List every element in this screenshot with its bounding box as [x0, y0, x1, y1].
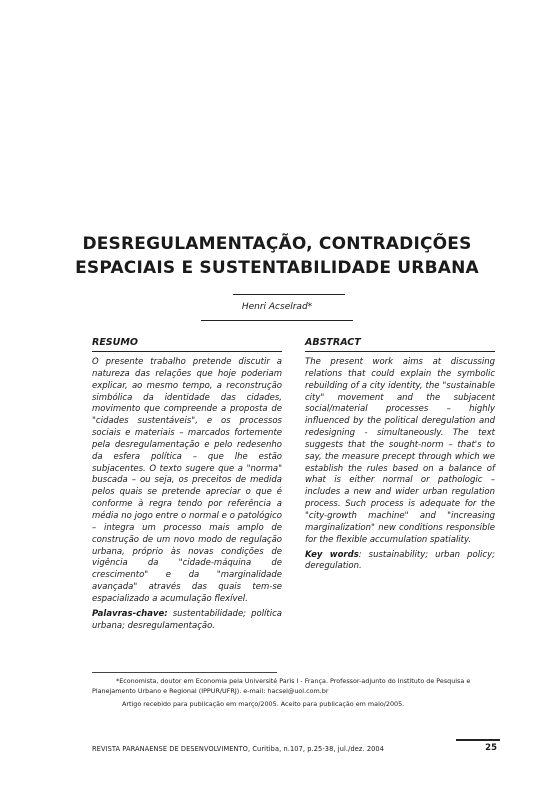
abstract-heading: ABSTRACT: [305, 337, 361, 348]
footnote-rule: [92, 672, 277, 673]
abstract-keywords-text: : sustainability; urban policy; deregulation.: [305, 549, 495, 572]
received-note: Artigo recebido para publicação em março/2005. Aceito para publicação em maio/2005.: [122, 700, 405, 708]
journal-footer: REVISTA PARANAENSE DE DESENVOLVIMENTO, Curitiba, n.107, p.25-38, jul./dez. 2004: [92, 745, 385, 753]
author-rule-bottom: [201, 320, 353, 321]
page-number-rule: [456, 739, 500, 741]
resumo-heading: RESUMO: [92, 337, 138, 348]
resumo-keywords-label: Palavras-chave:: [92, 608, 168, 619]
author-rule-top: [233, 294, 345, 295]
title-line-1: DESREGULAMENTAÇÃO, CONTRADIÇÕES: [82, 234, 472, 254]
resumo-column: [92, 336, 282, 632]
author-footnote: *Economista, doutor em Economia pela Université Paris I - França. Professor-adjunto do Instituto de Pesquisa e Planejamento Urbano e Regional (IPPUR/UFRJ). e-mail: hacsel@uol.com.br: [92, 677, 471, 695]
abstract-body: The present work aims at discussing relations that could explain the symbolic rebuilding of a city identity, the "sustainable city" movement and the subjacent social/material processes – highly influenced by the political deregulation and redesigning - simultaneously. The text suggests that the sought-norm – that's to say, the measure precept through which we establish the rules based on a balance of what is either normal or pathologic – includes a new and wider urban regulation process. Such process is adequate for the "city-growth machine" and "increasing marginalization" new conditions responsible for the flexible accumulation spatiality.: [305, 357, 495, 545]
resumo-keywords: [92, 609, 282, 633]
page-number: 25: [485, 743, 497, 753]
resumo-heading-rule: [92, 351, 282, 352]
resumo-keywords-text: sustentabilidade; política urbana; desregulamentação.: [92, 608, 282, 631]
resumo-body: O presente trabalho pretende discutir a natureza das relações que hoje poderiam explicar, ao mesmo tempo, a reconstrução simbólica da identidade das cidades, movimento que compreende a proposta de "cidades sustentáveis", e os processos sociais e materiais – marcados fortemente pela desregulamentação e pelo redesenho da esfera política – que lhe estão subjacentes. O texto sugere que a "norma" buscada – ou seja, os preceitos de medida pelos quais se pretende apreciar o que é conforme à regra tendo por referência a média no jogo entre o normal e o patológico – integra um processo mais amplo de construção de um novo modo de regulação urbana, próprio às novas condições de vigência da "cidade-máquina de crescimento" e da "marginalidade avançada" através das quais tem-se espacializado a acumulação flexível.: [92, 357, 282, 604]
abstract-heading-rule: [305, 351, 495, 352]
title-line-2: ESPACIAIS E SUSTENTABILIDADE URBANA: [75, 258, 479, 278]
abstract-keywords: [305, 550, 495, 574]
author-name: Henri Acselrad*: [241, 302, 313, 312]
article-title: [60, 232, 494, 280]
abstract-column: [305, 336, 495, 573]
abstract-keywords-label: Key words: [305, 549, 359, 560]
